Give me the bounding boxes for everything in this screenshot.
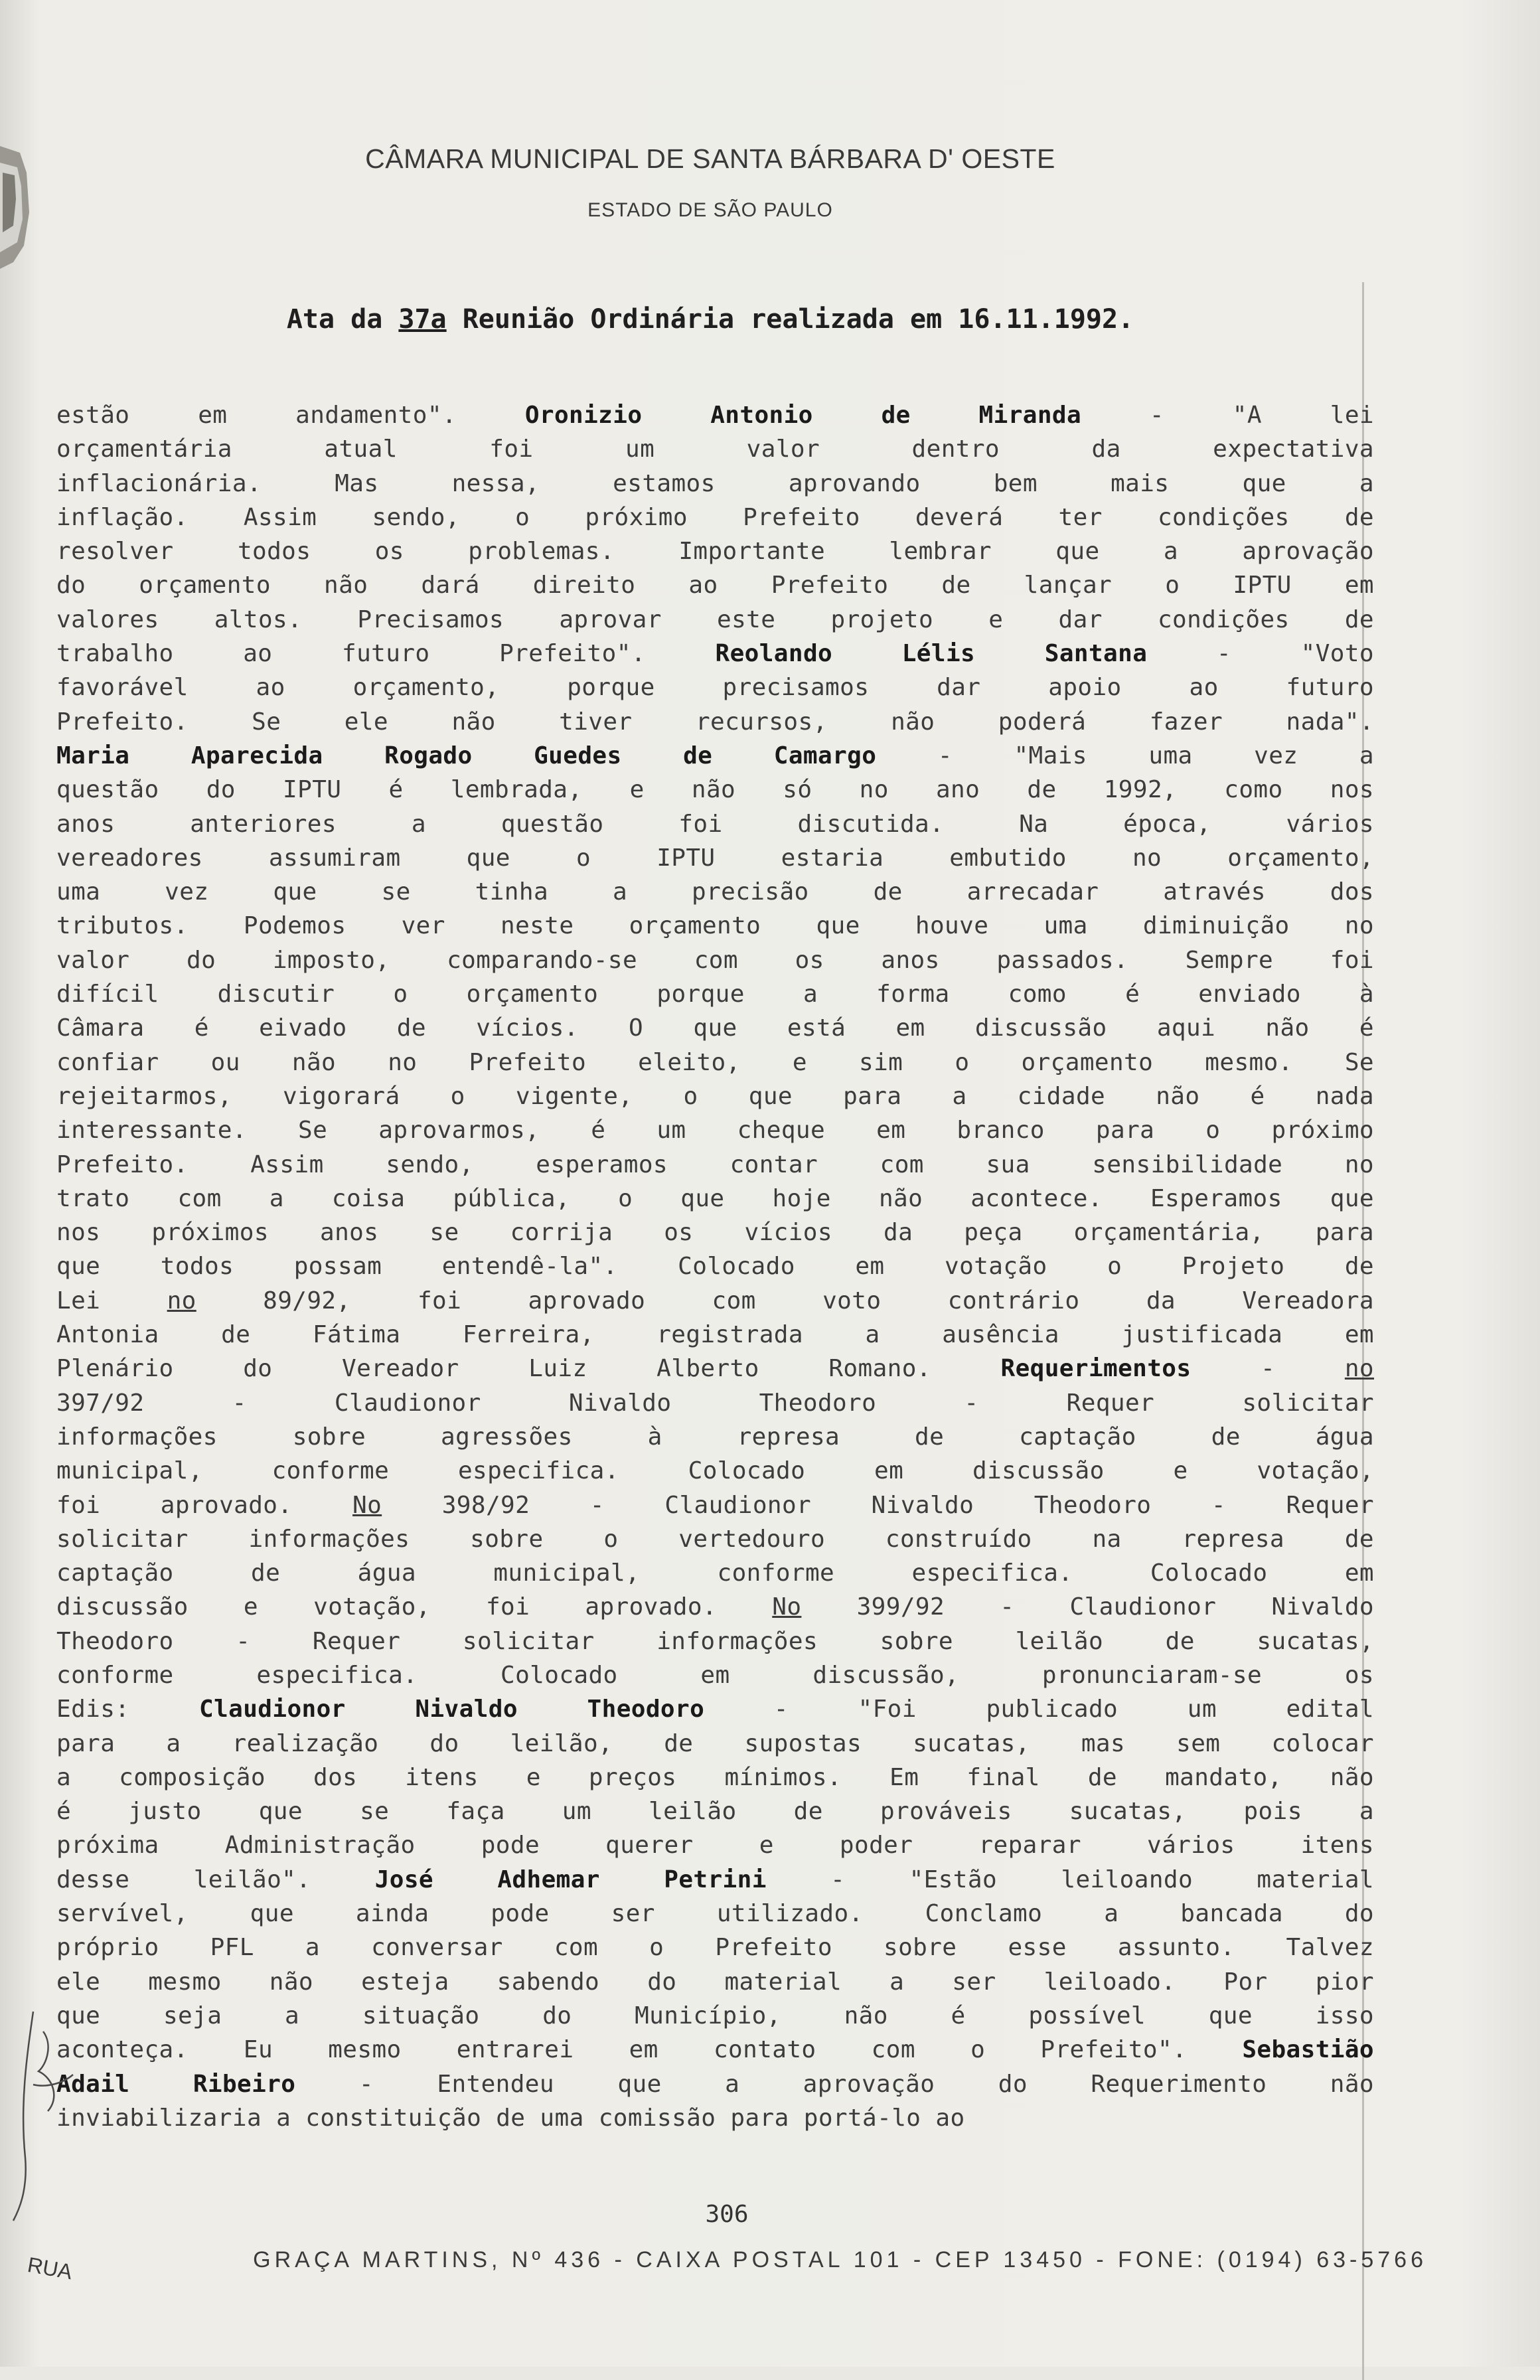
title-ordinal: 37a bbox=[398, 304, 447, 335]
line-text: do orçamento não dará direito ao Prefeito de lançar o IPTU em bbox=[56, 572, 1374, 599]
line-text: uma vez que se tinha a precisão de arrecadar através dos bbox=[56, 878, 1374, 906]
text-line bbox=[56, 1556, 1374, 1590]
text-line bbox=[56, 773, 1374, 807]
text-line bbox=[56, 501, 1374, 534]
text-line bbox=[56, 1658, 1374, 1692]
speaker-name: Maria Aparecida Rogado Guedes de Camargo bbox=[56, 742, 877, 769]
line-text: valor do imposto, comparando-se com os anos passados. Sempre foi bbox=[56, 946, 1374, 974]
speaker-name: José Adhemar Petrini bbox=[374, 1865, 767, 1893]
line-text: discussão e votação, foi aprovado. bbox=[56, 1593, 773, 1621]
text-line bbox=[56, 739, 1374, 773]
title-prefix: Ata da bbox=[286, 304, 399, 335]
line-text: - "Foi publicado um edital bbox=[704, 1696, 1374, 1723]
text-line bbox=[56, 1965, 1374, 1999]
footer-address bbox=[25, 2247, 1427, 2327]
line-text: é justo que se faça um leilão de prováveis sucatas, pois a bbox=[56, 1798, 1374, 1826]
line-text: no bbox=[1344, 1355, 1374, 1383]
line-text: municipal, conforme especifica. Colocado em discussão e votação, bbox=[56, 1457, 1374, 1485]
line-text: trato com a coisa pública, o que hoje não acontece. Esperamos que bbox=[56, 1184, 1374, 1212]
text-line bbox=[56, 1794, 1374, 1828]
minutes-body bbox=[56, 398, 1374, 2135]
line-text: conforme especifica. Colocado em discussão, pronunciaram-se os bbox=[56, 1661, 1374, 1689]
page-number: 306 bbox=[705, 2201, 749, 2228]
text-line bbox=[56, 2033, 1374, 2067]
text-line bbox=[56, 1046, 1374, 1079]
line-text: Prefeito. Se ele não tiver recursos, não poderá fazer nada". bbox=[56, 708, 1374, 736]
line-text: no bbox=[167, 1287, 196, 1314]
line-text: que seja a situação do Município, não é possível que isso bbox=[56, 2002, 1374, 2029]
line-text: inviabilizaria a constituição de uma comissão para portá-lo ao bbox=[56, 2104, 965, 2132]
text-line bbox=[56, 637, 1374, 671]
line-text: - bbox=[1191, 1355, 1345, 1383]
footer-street-prefix: RUA bbox=[25, 2253, 74, 2284]
line-text: 397/92 - Claudionor Nivaldo Theodoro - Requer solicitar bbox=[56, 1389, 1374, 1417]
line-text: solicitar informações sobre o vertedouro construído na represa de bbox=[56, 1525, 1374, 1553]
text-line bbox=[56, 1216, 1374, 1249]
state-name: ESTADO DE SÃO PAULO bbox=[587, 199, 833, 221]
line-text: inflacionária. Mas nessa, estamos aprovando bem mais que a bbox=[56, 469, 1374, 497]
text-line bbox=[56, 943, 1374, 977]
line-text: informações sobre agressões à represa de captação de água bbox=[56, 1423, 1374, 1451]
text-line bbox=[56, 841, 1374, 875]
line-text: Plenário do Vereador Luiz Alberto Romano. bbox=[56, 1355, 1001, 1383]
line-text: orçamentária atual foi um valor dentro da expectativa bbox=[56, 436, 1374, 463]
document-title bbox=[0, 304, 1421, 335]
line-text: interessante. Se aprovarmos, é um cheque em branco para o próximo bbox=[56, 1117, 1374, 1145]
text-line bbox=[56, 1828, 1374, 1862]
line-text: inflação. Assim sendo, o próximo Prefeito deverá ter condições de bbox=[56, 503, 1374, 531]
text-line bbox=[56, 467, 1374, 501]
line-text: próxima Administração pode querer e poder reparar vários itens bbox=[56, 1832, 1374, 1860]
text-line bbox=[56, 875, 1374, 909]
line-text: Edis: bbox=[56, 1696, 200, 1723]
text-line bbox=[56, 1931, 1374, 1964]
line-text: próprio PFL a conversar com o Prefeito sobre esse assunto. Talvez bbox=[56, 1934, 1374, 1962]
line-text: difícil discutir o orçamento porque a forma como é enviado à bbox=[56, 981, 1374, 1008]
line-text: a composição dos itens e preços mínimos. Em final de mandato, não bbox=[56, 1763, 1374, 1791]
text-line bbox=[56, 1454, 1374, 1488]
text-line bbox=[56, 398, 1374, 432]
line-text: No bbox=[352, 1491, 382, 1519]
text-line bbox=[56, 1590, 1374, 1624]
text-line bbox=[56, 1897, 1374, 1931]
text-line bbox=[56, 1318, 1374, 1352]
line-text: - "Mais uma vez a bbox=[876, 742, 1374, 769]
text-line bbox=[56, 2067, 1374, 2101]
line-text: 89/92, foi aprovado com voto contrário da Vereadora bbox=[196, 1287, 1375, 1314]
line-text: que todos possam entendê-la". Colocado em votação o Projeto de bbox=[56, 1253, 1374, 1281]
line-text: rejeitarmos, vigorará o vigente, o que para a cidade não é nada bbox=[56, 1082, 1374, 1110]
handwritten-signature bbox=[7, 2005, 80, 2224]
line-text: No bbox=[772, 1593, 802, 1621]
line-text: estão em andamento". bbox=[56, 402, 525, 429]
text-line bbox=[56, 977, 1374, 1011]
line-text: Lei bbox=[56, 1287, 167, 1314]
institution-name: CÂMARA MUNICIPAL DE SANTA BÁRBARA D' OESTE bbox=[365, 143, 1055, 174]
text-line bbox=[56, 603, 1374, 637]
speaker-name: Claudionor Nivaldo Theodoro bbox=[199, 1696, 705, 1723]
text-line bbox=[56, 534, 1374, 568]
text-line bbox=[56, 1522, 1374, 1556]
line-text: - "Voto bbox=[1147, 640, 1374, 668]
line-text: 398/92 - Claudionor Nivaldo Theodoro - Requer bbox=[382, 1491, 1374, 1519]
text-line bbox=[56, 1249, 1374, 1283]
text-line bbox=[56, 1999, 1374, 2033]
line-text: vereadores assumiram que o IPTU estaria embutido no orçamento, bbox=[56, 844, 1374, 872]
text-line bbox=[56, 1863, 1374, 1897]
text-line bbox=[56, 1761, 1374, 1794]
line-text: captação de água municipal, conforme especifica. Colocado em bbox=[56, 1559, 1374, 1587]
line-text: nos próximos anos se corrija os vícios da peça orçamentária, para bbox=[56, 1219, 1374, 1247]
text-line bbox=[56, 705, 1374, 739]
line-text: 399/92 - Claudionor Nivaldo bbox=[801, 1593, 1374, 1621]
text-line bbox=[56, 1182, 1374, 1216]
line-text: - "Estão leiloando material bbox=[766, 1865, 1374, 1893]
line-text: para a realização do leilão, de supostas sucatas, mas sem colocar bbox=[56, 1729, 1374, 1757]
text-line bbox=[56, 1727, 1374, 1761]
text-line bbox=[56, 807, 1374, 841]
text-line bbox=[56, 1011, 1374, 1045]
line-text: - "A lei bbox=[1081, 402, 1374, 429]
line-text: - Entendeu que a aprovação do Requerimento não bbox=[295, 2070, 1374, 2098]
text-line bbox=[56, 1352, 1374, 1386]
footer-address-text: GRAÇA MARTINS, Nº 436 - CAIXA POSTAL 101 - CEP 13450 - FONE: (0194) 63-5766 bbox=[253, 2247, 1427, 2272]
text-line bbox=[56, 909, 1374, 943]
text-line bbox=[56, 432, 1374, 466]
speaker-name: Reolando Lélis Santana bbox=[715, 640, 1148, 668]
text-line bbox=[56, 1079, 1374, 1113]
title-suffix: Reunião Ordinária realizada em 16.11.1992. bbox=[446, 304, 1134, 335]
text-line bbox=[56, 1692, 1374, 1726]
line-text: servível, que ainda pode ser utilizado. Conclamo a bancada do bbox=[56, 1900, 1374, 1928]
text-line bbox=[56, 1113, 1374, 1147]
line-text: desse leilão". bbox=[56, 1865, 375, 1893]
line-text: Theodoro - Requer solicitar informações sobre leilão de sucatas, bbox=[56, 1627, 1374, 1655]
text-line bbox=[56, 1386, 1374, 1420]
text-line bbox=[56, 568, 1374, 602]
text-line bbox=[56, 1488, 1374, 1522]
line-text: anos anteriores a questão foi discutida. Na época, vários bbox=[56, 810, 1374, 838]
line-text: ele mesmo não esteja sabendo do material a ser leiloado. Por pior bbox=[56, 1968, 1374, 1996]
line-text: tributos. Podemos ver neste orçamento que houve uma diminuição no bbox=[56, 912, 1374, 940]
line-text: Prefeito. Assim sendo, esperamos contar com sua sensibilidade no bbox=[56, 1150, 1374, 1178]
text-line bbox=[56, 1625, 1374, 1658]
line-text: valores altos. Precisamos aprovar este projeto e dar condições de bbox=[56, 605, 1374, 633]
speaker-name: Requerimentos bbox=[1000, 1355, 1192, 1383]
speaker-name: Sebastião bbox=[1242, 2036, 1374, 2064]
text-line bbox=[56, 1284, 1374, 1318]
text-line bbox=[56, 1420, 1374, 1454]
line-text: confiar ou não no Prefeito eleito, e sim o orçamento mesmo. Se bbox=[56, 1048, 1374, 1076]
speaker-name: Adail Ribeiro bbox=[56, 2070, 296, 2098]
line-text: aconteça. Eu mesmo entrarei em contato com o Prefeito". bbox=[56, 2036, 1243, 2064]
line-text: questão do IPTU é lembrada, e não só no ano de 1992, como nos bbox=[56, 776, 1374, 804]
line-text: Câmara é eivado de vícios. O que está em discussão aqui não é bbox=[56, 1014, 1374, 1042]
line-text: favorável ao orçamento, porque precisamos dar apoio ao futuro bbox=[56, 674, 1374, 702]
line-text: foi aprovado. bbox=[56, 1491, 353, 1519]
line-text: trabalho ao futuro Prefeito". bbox=[56, 640, 716, 668]
text-line bbox=[56, 2101, 1374, 2135]
text-line bbox=[56, 671, 1374, 704]
line-text: resolver todos os problemas. Importante lembrar que a aprovação bbox=[56, 538, 1374, 566]
text-line bbox=[56, 1148, 1374, 1182]
line-text: Antonia de Fátima Ferreira, registrada a ausência justificada em bbox=[56, 1321, 1374, 1349]
speaker-name: Oronizio Antonio de Miranda bbox=[524, 402, 1082, 429]
